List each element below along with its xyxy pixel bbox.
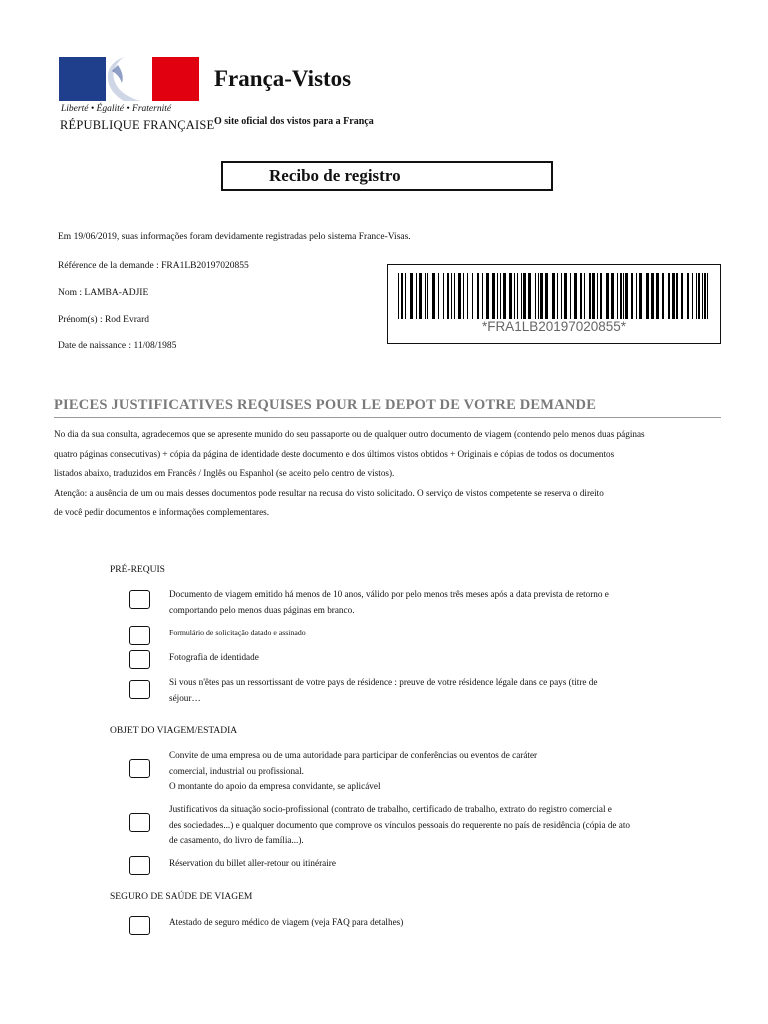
item-line: Atestado de seguro médico de viagem (veja FAQ para detalhes) (169, 917, 404, 927)
instructions-line: de você pedir documentos e informações complementares. (54, 507, 270, 517)
checkbox-identity-photo[interactable] (129, 650, 150, 669)
barcode-bar (528, 273, 531, 319)
barcode-bar (410, 273, 413, 319)
barcode-bar (687, 273, 689, 319)
site-subtitle: O site oficial dos vistos para a França (214, 116, 374, 127)
applicant-birth-date: Date de naissance : 11/08/1985 (58, 341, 177, 351)
checkbox-invitation-letter[interactable] (129, 759, 150, 778)
barcode-bar (432, 273, 435, 319)
item-line: comportando pelo menos duas páginas em branco. (169, 604, 355, 615)
category-travel-insurance: SEGURO DE SAÚDE DE VIAGEM (110, 892, 253, 902)
required-documents-title: PIECES JUSTIFICATIVES REQUISES POUR LE DEPOT DE VOTRE DEMANDE (54, 397, 597, 413)
barcode-bar (447, 273, 449, 319)
checkbox-application-form[interactable] (129, 626, 150, 645)
barcode-bar (419, 273, 422, 319)
instructions-line: Atenção: a ausência de um ou mais desses documentos pode resultar na recusa do visto solicitado. O serviço de vistos competente se reserva o direito (54, 487, 604, 498)
item-line: Réservation du billet aller-retour ou itinéraire (169, 858, 336, 868)
barcode-bar (623, 273, 624, 319)
applicant-surname: Nom : LAMBA-ADJIE (58, 288, 149, 298)
item-line: O montante do apoio da empresa convidante, se aplicável (169, 781, 381, 791)
marianne-icon (94, 57, 164, 101)
barcode-bar (458, 273, 461, 319)
barcode-bar (463, 273, 464, 319)
barcode-bar (443, 273, 444, 319)
item-line: comercial, industrial ou profissional. (169, 765, 304, 776)
instructions-line: listados abaixo, traduzidos em Francês / Inglês ou Espanhol (se aceito pelo centro de vistos). (54, 468, 395, 478)
republique-francaise-logo (59, 57, 215, 137)
barcode-bar (416, 273, 417, 319)
barcode-bar (427, 273, 428, 319)
item-line: Convite de uma empresa ou de uma autoridade para participar de conferências ou eventos de caráter (169, 750, 538, 760)
checkbox-medical-insurance[interactable] (129, 916, 150, 935)
item-line: Formulário de solicitação datado e assinado (169, 628, 306, 637)
barcode-bar (552, 273, 555, 319)
checkbox-travel-document[interactable] (129, 590, 150, 609)
barcode-bar (681, 273, 683, 319)
barcode-bar (692, 273, 693, 319)
barcode-bar (500, 273, 501, 319)
item-identity-photo (169, 650, 689, 666)
barcode-bar (606, 273, 609, 319)
barcode-bar (592, 273, 595, 319)
registration-intro: Em 19/06/2019, suas informações foram devidamente registradas pelo sistema France-Visas. (58, 232, 411, 242)
tricolor-flag (59, 57, 199, 101)
barcode-bar (451, 273, 452, 319)
barcode-bar (636, 273, 637, 319)
barcode-bar (401, 273, 403, 319)
instructions-line: quatro páginas consecutivas) + cópia da página de identidade deste documento e dos últimos vistos obtidos + Originais e cópias de todos os documentos (54, 448, 615, 459)
barcode-bar (509, 273, 512, 319)
item-travel-document (169, 587, 689, 618)
barcode-bar (600, 273, 602, 319)
barcode-bar (651, 273, 654, 319)
item-line: Si vous n'êtes pas un ressortissant de votre pays de résidence : preuve de votre résidence légale dans ce pays (titre de (169, 677, 598, 687)
barcode-bar (535, 273, 536, 319)
receipt-title: Recibo de registro (269, 166, 401, 185)
applicant-first-names: Prénom(s) : Rod Evrard (58, 315, 150, 325)
category-trip-purpose: OBJET DO VIAGEM/ESTADIA (110, 726, 238, 736)
item-line: séjour… (169, 692, 201, 703)
item-residence-proof (169, 675, 689, 706)
barcode-bar (454, 273, 455, 319)
checkbox-return-ticket[interactable] (129, 856, 150, 875)
barcode-bar (589, 273, 591, 319)
barcode-bar (580, 273, 582, 319)
barcode-bar (540, 273, 543, 319)
item-invitation-letter (169, 748, 689, 795)
item-line: Fotografia de identidade (169, 652, 259, 662)
barcode-bar (611, 273, 614, 319)
checkbox-residence-proof[interactable] (129, 680, 150, 699)
barcode-bar (704, 273, 706, 319)
barcode-text: *FRA1LB20197020855* (481, 319, 627, 334)
barcode-bar (545, 273, 548, 319)
barcode-bar (438, 273, 439, 319)
barcode-bar (405, 273, 406, 319)
barcode-box (387, 264, 721, 344)
barcode-bar (467, 273, 468, 319)
barcode-bar (707, 273, 708, 319)
barcode-bar (574, 273, 577, 319)
barcode-bar (486, 273, 489, 319)
barcode-bar (662, 273, 664, 319)
barcode-bar (477, 273, 479, 319)
barcode-icon (398, 273, 710, 319)
barcode-bar (482, 273, 483, 319)
barcode-bar (514, 273, 515, 319)
item-medical-insurance (169, 915, 689, 931)
barcode-bar (698, 273, 700, 319)
application-reference: Référence de la demande : FRA1LB20197020855 (58, 261, 249, 271)
barcode-bar (696, 273, 697, 319)
receipt-title-box (221, 161, 553, 191)
instructions-paragraph (54, 425, 714, 523)
barcode-bar (557, 273, 558, 319)
barcode-bar (625, 273, 628, 319)
section-divider (54, 417, 721, 418)
barcode-bar (646, 273, 649, 319)
item-application-form (169, 625, 689, 641)
barcode-bar (503, 273, 506, 319)
barcode-bar (538, 273, 539, 319)
checkbox-professional-status[interactable] (129, 813, 150, 832)
site-title: França-Vistos (214, 66, 352, 91)
barcode-bar (564, 273, 567, 319)
barcode-bar (570, 273, 571, 319)
barcode-bar (425, 273, 426, 319)
republic-motto: Liberté • Égalité • Fraternité (61, 104, 172, 114)
barcode-bar (523, 273, 526, 319)
barcode-bar (517, 273, 518, 319)
barcode-bar (472, 273, 473, 319)
barcode-bar (702, 273, 703, 319)
barcode-bar (492, 273, 495, 319)
item-line: Justificativos da situação socio-profissional (contrato de trabalho, certificado de trabalho, extrato do registro comercial e (169, 804, 612, 814)
barcode-bar (398, 273, 399, 319)
item-line: Documento de viagem emitido há menos de 10 anos, válido por pelo menos três meses após a data prevista de retorno e (169, 589, 609, 599)
barcode-bar (521, 273, 522, 319)
item-line: de casamento, do livro de família...). (169, 835, 304, 845)
barcode-bar (584, 273, 585, 319)
item-return-ticket (169, 856, 689, 872)
item-professional-status (169, 802, 689, 849)
barcode-bar (631, 273, 633, 319)
barcode-bar (561, 273, 562, 319)
barcode-bar (620, 273, 622, 319)
barcode-bar (639, 273, 642, 319)
barcode-bar (668, 273, 670, 319)
category-prerequisites: PRÉ-REQUIS (110, 565, 165, 575)
barcode-bar (597, 273, 598, 319)
instructions-line: No dia da sua consulta, agradecemos que se apresente munido do seu passaporte ou de qualquer outro documento de viagem (contendo pelo menos duas páginas (54, 429, 645, 439)
barcode-bar (672, 273, 675, 319)
barcode-bar (497, 273, 498, 319)
barcode-bar (676, 273, 678, 319)
barcode-bar (656, 273, 659, 319)
barcode-bar (617, 273, 618, 319)
item-line: des sociedades...) e qualquer documento que comprove os vínculos pessoais do requerente no país de residência (cópia de ato (169, 819, 631, 830)
republique-francaise-label: RÉPUBLIQUE FRANÇAISE (60, 118, 215, 132)
